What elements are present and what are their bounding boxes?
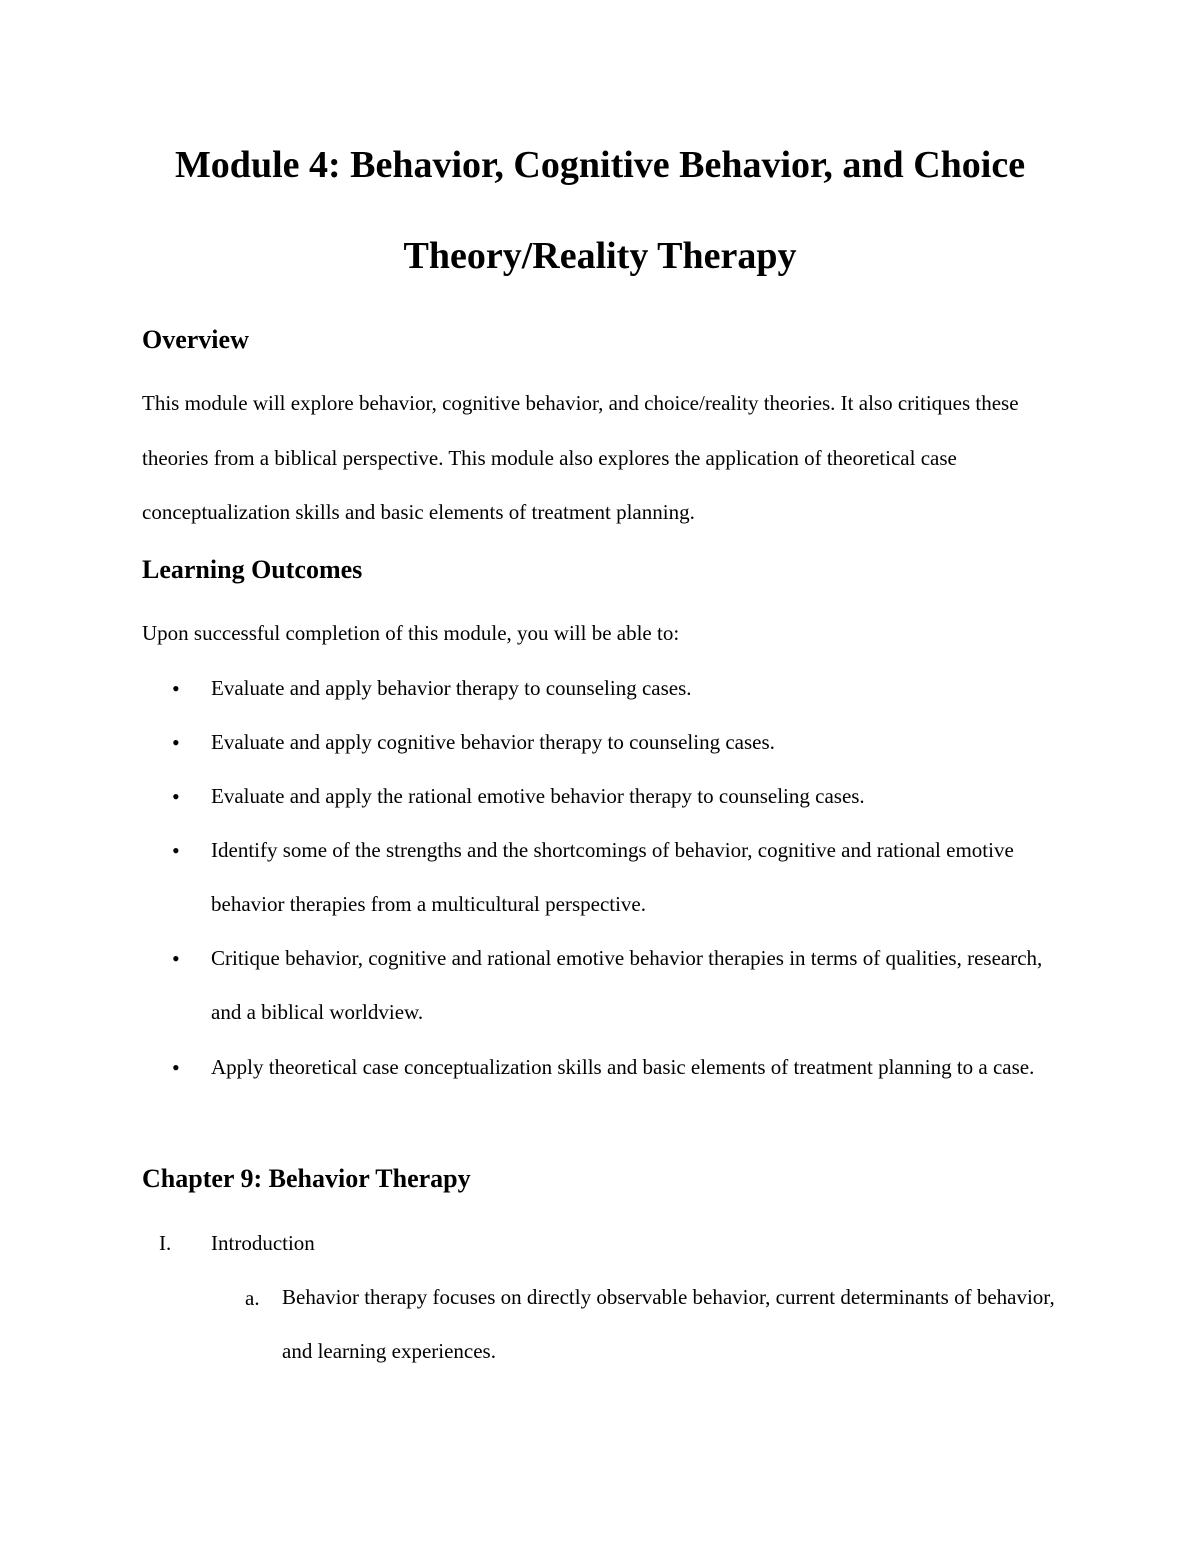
document-title-line-1: Module 4: Behavior, Cognitive Behavior, and Choice xyxy=(174,144,1026,186)
list-item-text: Critique behavior, cognitive and rational emotive behavior therapies in terms of qualities, research, and a biblical worldview. xyxy=(211,946,1043,1024)
bullet-icon: • xyxy=(172,730,180,755)
learning-outcomes-intro: Upon successful completion of this module, you will be able to: xyxy=(142,621,680,645)
bullet-icon: • xyxy=(172,676,180,701)
outline-marker: I. xyxy=(159,1231,172,1255)
document-title-line-2: Theory/Reality Therapy xyxy=(403,235,797,277)
list-item-text: Identify some of the strengths and the shortcomings of behavior, cognitive and rational emotive behavior therapies from a multicultural perspective. xyxy=(211,838,1014,916)
outline-subitem-text: Behavior therapy focuses on directly observable behavior, current determinants of behavior, and learning experiences. xyxy=(282,1285,1055,1363)
bullet-icon: • xyxy=(172,784,180,809)
list-item-text: Evaluate and apply the rational emotive behavior therapy to counseling cases. xyxy=(211,784,865,808)
bullet-icon: • xyxy=(172,1055,180,1080)
bullet-icon: • xyxy=(172,946,180,971)
list-item-text: Evaluate and apply cognitive behavior therapy to counseling cases. xyxy=(211,730,775,754)
outline-subitem-marker: a. xyxy=(245,1286,260,1310)
list-item-text: Evaluate and apply behavior therapy to counseling cases. xyxy=(211,676,692,700)
bullet-icon: • xyxy=(172,838,180,863)
overview-heading: Overview xyxy=(142,325,249,354)
chapter-heading: Chapter 9: Behavior Therapy xyxy=(142,1164,471,1193)
list-item-text: Apply theoretical case conceptualization skills and basic elements of treatment planning to a case. xyxy=(211,1055,1035,1079)
learning-outcomes-heading: Learning Outcomes xyxy=(142,555,363,584)
outline-section-label: Introduction xyxy=(211,1231,315,1255)
overview-paragraph: This module will explore behavior, cognitive behavior, and choice/reality theories. It also critiques these theories from a biblical perspective. This module also explores the application of theoretical case conceptualization skills and basic elements of treatment planning. xyxy=(142,391,1019,524)
